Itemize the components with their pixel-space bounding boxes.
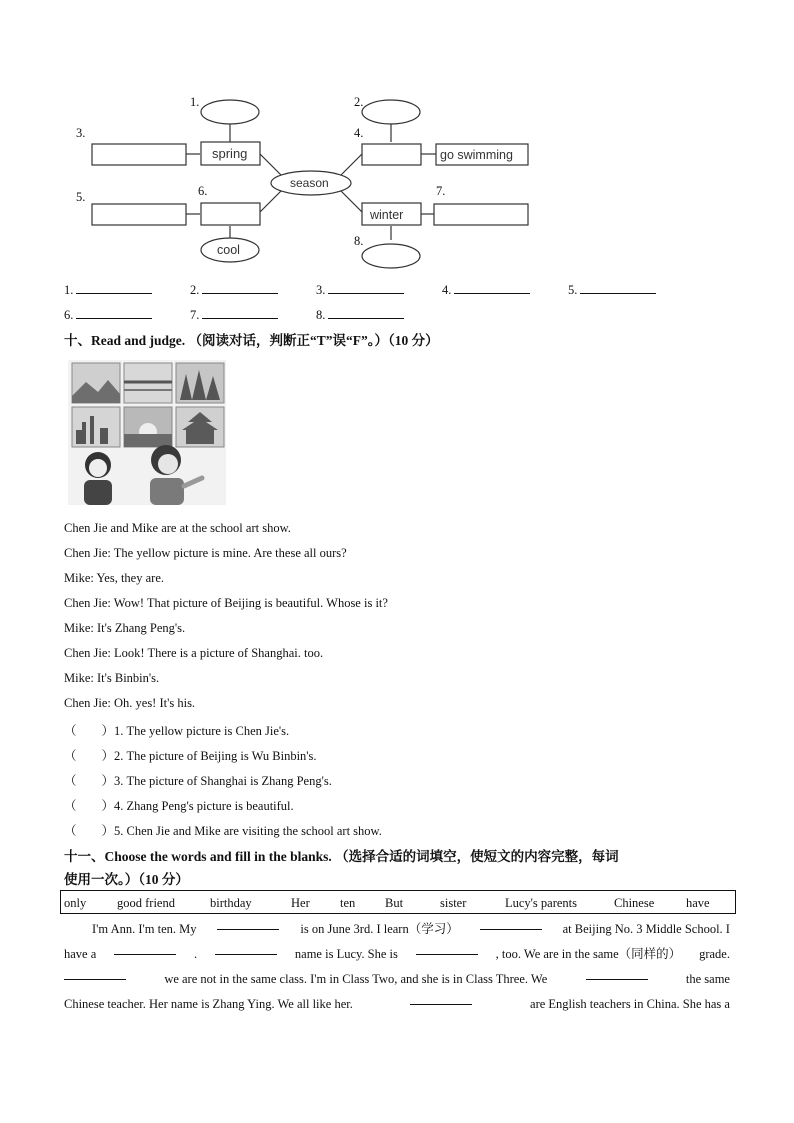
judge-question-3[interactable]: （ ）3. The picture of Shanghai is Zhang Peng's. — [64, 774, 332, 788]
fill-blank-4[interactable] — [215, 942, 277, 955]
word-bank-item: birthday — [210, 896, 252, 910]
dialogue-line: Chen Jie and Mike are at the school art show. — [64, 521, 291, 535]
winter-label: winter — [370, 208, 404, 222]
label-2: 2. — [354, 95, 364, 109]
fill-in-passage — [64, 917, 730, 1017]
fill-blank-8[interactable] — [410, 992, 472, 1005]
label-5: 5. — [76, 190, 86, 204]
cool-label: cool — [217, 243, 240, 257]
fill-blank-6[interactable] — [64, 967, 126, 980]
answer-blank-8[interactable]: 8. — [316, 306, 404, 323]
blank-ellipse-2 — [362, 100, 420, 124]
dialogue-line: Chen Jie: The yellow picture is mine. Are these all ours? — [64, 546, 347, 560]
label-7: 7. — [436, 184, 446, 198]
spring-label: spring — [212, 146, 248, 161]
judge-question-4[interactable]: （ ）4. Zhang Peng's picture is beautiful. — [64, 799, 294, 813]
answer-blank-3[interactable]: 3. — [316, 281, 404, 298]
passage-line: we are not in the same class. I'm in Class Two, and she is in Class Three. We the same — [64, 967, 730, 992]
blank-box-7 — [434, 204, 528, 225]
blank-box-3 — [92, 144, 186, 165]
judge-question-1[interactable]: （ ）1. The yellow picture is Chen Jie's. — [64, 724, 290, 738]
word-bank-item: Lucy's parents — [505, 896, 578, 910]
label-1: 1. — [190, 95, 200, 109]
passage-line: I'm Ann. I'm ten. My is on June 3rd. I learn（学习） at Beijing No. 3 Middle School. I — [64, 917, 730, 942]
dialogue-line: Chen Jie: Oh. yes! It's his. — [64, 696, 196, 710]
passage-line: Chinese teacher. Her name is Zhang Ying. We all like her. are English teachers in China. She has a — [64, 992, 730, 1017]
fill-blank-1[interactable] — [217, 917, 279, 930]
blank-ellipse-1 — [201, 100, 259, 124]
word-bank-item: have — [686, 896, 710, 910]
word-bank-item: good friend — [117, 896, 175, 910]
answer-blank-7[interactable]: 7. — [190, 306, 278, 323]
dialogue-line: Chen Jie: Look! There is a picture of Shanghai. too. — [64, 646, 324, 660]
answer-blank-4[interactable]: 4. — [442, 281, 530, 298]
label-6: 6. — [198, 184, 208, 198]
label-3: 3. — [76, 126, 86, 140]
answer-blank-5[interactable]: 5. — [568, 281, 656, 298]
dialogue-line: Mike: It's Zhang Peng's. — [64, 621, 186, 635]
answer-blank-1[interactable]: 1. — [64, 281, 152, 298]
blank-box-5 — [92, 204, 186, 225]
judge-question-5[interactable]: （ ）5. Chen Jie and Mike are visiting the school art show. — [64, 824, 382, 838]
connector-line — [340, 154, 362, 176]
art-show-illustration — [68, 360, 226, 505]
word-bank-item: ten — [340, 896, 356, 910]
fill-blank-2[interactable] — [480, 917, 542, 930]
word-bank-item: only — [64, 896, 87, 910]
word-bank-item: Chinese — [614, 896, 655, 910]
fill-blank-3[interactable] — [114, 942, 176, 955]
passage-line: have a . name is Lucy. She is , too. We are in the same（同样的） grade. — [64, 942, 730, 967]
judge-question-2[interactable]: （ ）2. The picture of Beijing is Wu Binbin's. — [64, 749, 317, 763]
answer-blank-2[interactable]: 2. — [190, 281, 278, 298]
season-label: season — [290, 176, 329, 190]
section-10-title: 十、Read and judge. （阅读对话，判断正“T”误“F”。）（10 分） — [64, 333, 439, 348]
dialogue-line: Mike: Yes, they are. — [64, 571, 164, 585]
fill-blank-5[interactable] — [416, 942, 478, 955]
label-4: 4. — [354, 126, 364, 140]
section-11-title-line1: 十一、Choose the words and fill in the blanks. （选择合适的词填空，使短文的内容完整，每词 — [64, 849, 619, 864]
label-8: 8. — [354, 234, 364, 248]
blank-box-4 — [362, 144, 421, 165]
dialogue-line: Chen Jie: Wow! That picture of Beijing is beautiful. Whose is it? — [64, 596, 388, 610]
fill-blank-7[interactable] — [586, 967, 648, 980]
dialogue-line: Mike: It's Binbin's. — [64, 671, 160, 685]
word-bank-item: sister — [440, 896, 467, 910]
blank-ellipse-8 — [362, 244, 420, 268]
answer-blank-6[interactable]: 6. — [64, 306, 152, 323]
word-bank — [60, 890, 736, 914]
word-bank-item: But — [385, 896, 404, 910]
go-swimming-label: go swimming — [440, 148, 513, 162]
blank-box-6 — [201, 203, 260, 225]
connector-line — [260, 190, 282, 212]
connector-line — [260, 154, 282, 176]
section-11-title-line2: 使用一次。）（10 分） — [64, 872, 189, 887]
word-bank-item: Her — [291, 896, 310, 910]
connector-line — [340, 190, 362, 212]
